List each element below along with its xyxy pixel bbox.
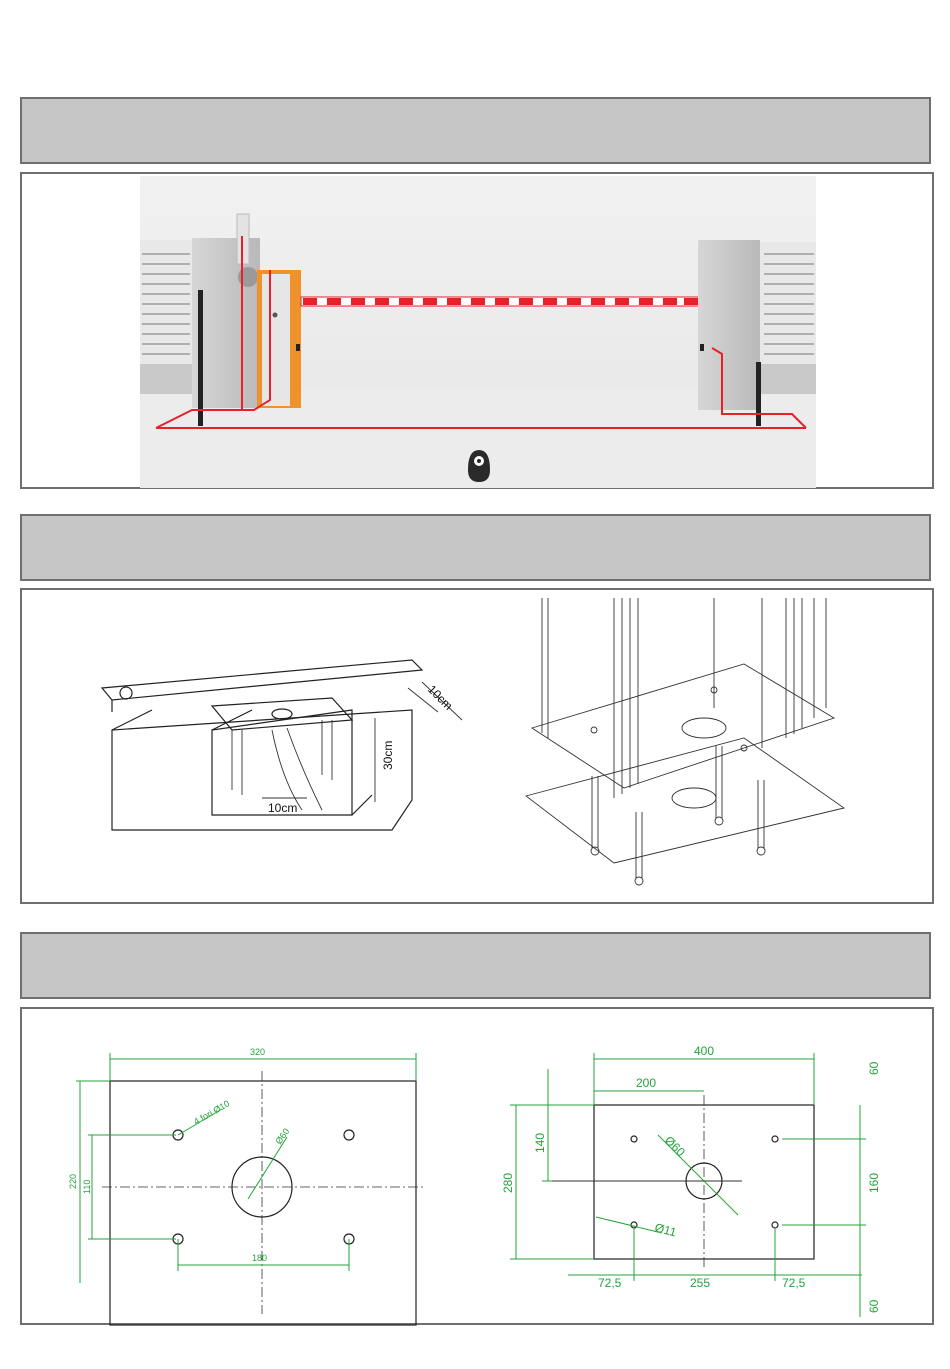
section-header-installation bbox=[20, 97, 931, 164]
foundation-panel bbox=[20, 588, 934, 904]
installation-panel bbox=[20, 172, 934, 489]
small-center-hole-dim: Ø60 bbox=[273, 1126, 292, 1147]
right-photocell-post bbox=[756, 362, 761, 426]
large-half-width-dim: 200 bbox=[636, 1076, 657, 1090]
remote-control-icon bbox=[468, 450, 490, 482]
small-base-plate-drawing bbox=[68, 1039, 472, 1319]
section-header-foundation bbox=[20, 514, 931, 581]
large-top-to-center-dim: 140 bbox=[533, 1132, 547, 1153]
left-photocell-post bbox=[198, 290, 203, 426]
small-hole-spacing-x-dim: 180 bbox=[252, 1253, 268, 1263]
small-plate-outline bbox=[110, 1081, 416, 1325]
large-height-dim: 280 bbox=[501, 1172, 515, 1193]
anchor-plate-exploded-drawing bbox=[514, 598, 854, 898]
bottom-clearance-label: 10cm bbox=[268, 801, 298, 815]
large-margin-bottom-dim: 60 bbox=[867, 1299, 881, 1313]
large-right-offset-dim: 72,5 bbox=[782, 1276, 806, 1290]
large-width-dim: 400 bbox=[694, 1044, 715, 1058]
large-base-plate-drawing bbox=[492, 1039, 912, 1329]
right-fence bbox=[760, 242, 816, 394]
barrier-boom bbox=[301, 297, 699, 306]
large-hole-spacing-y-dim: 160 bbox=[867, 1172, 881, 1193]
large-hole-spacing-x-dim: 255 bbox=[690, 1276, 711, 1290]
right-receiver-cabinet bbox=[698, 240, 760, 410]
foundation-pit-drawing bbox=[92, 620, 472, 890]
section-header-base-plate bbox=[20, 932, 931, 999]
large-center-hole-dim: Ø60 bbox=[661, 1133, 688, 1160]
barrier-installation-illustration bbox=[22, 174, 932, 487]
small-height-dim: 220 bbox=[68, 1173, 78, 1189]
large-bolt-hole-dim: Ø11 bbox=[653, 1220, 678, 1240]
base-plate-panel bbox=[20, 1007, 934, 1325]
barrier-door bbox=[262, 274, 290, 406]
left-fence bbox=[140, 240, 192, 394]
large-left-offset-dim: 72,5 bbox=[598, 1276, 622, 1290]
small-hole-spacing-y-dim: 110 bbox=[82, 1179, 92, 1194]
small-bolt-hole-note: 4 fori Ø10 bbox=[192, 1098, 232, 1127]
small-width-dim: 320 bbox=[250, 1047, 266, 1057]
large-margin-top-dim: 60 bbox=[867, 1061, 881, 1075]
side-clearance-label: 10cm bbox=[424, 682, 456, 713]
depth-label: 30cm bbox=[381, 740, 395, 770]
